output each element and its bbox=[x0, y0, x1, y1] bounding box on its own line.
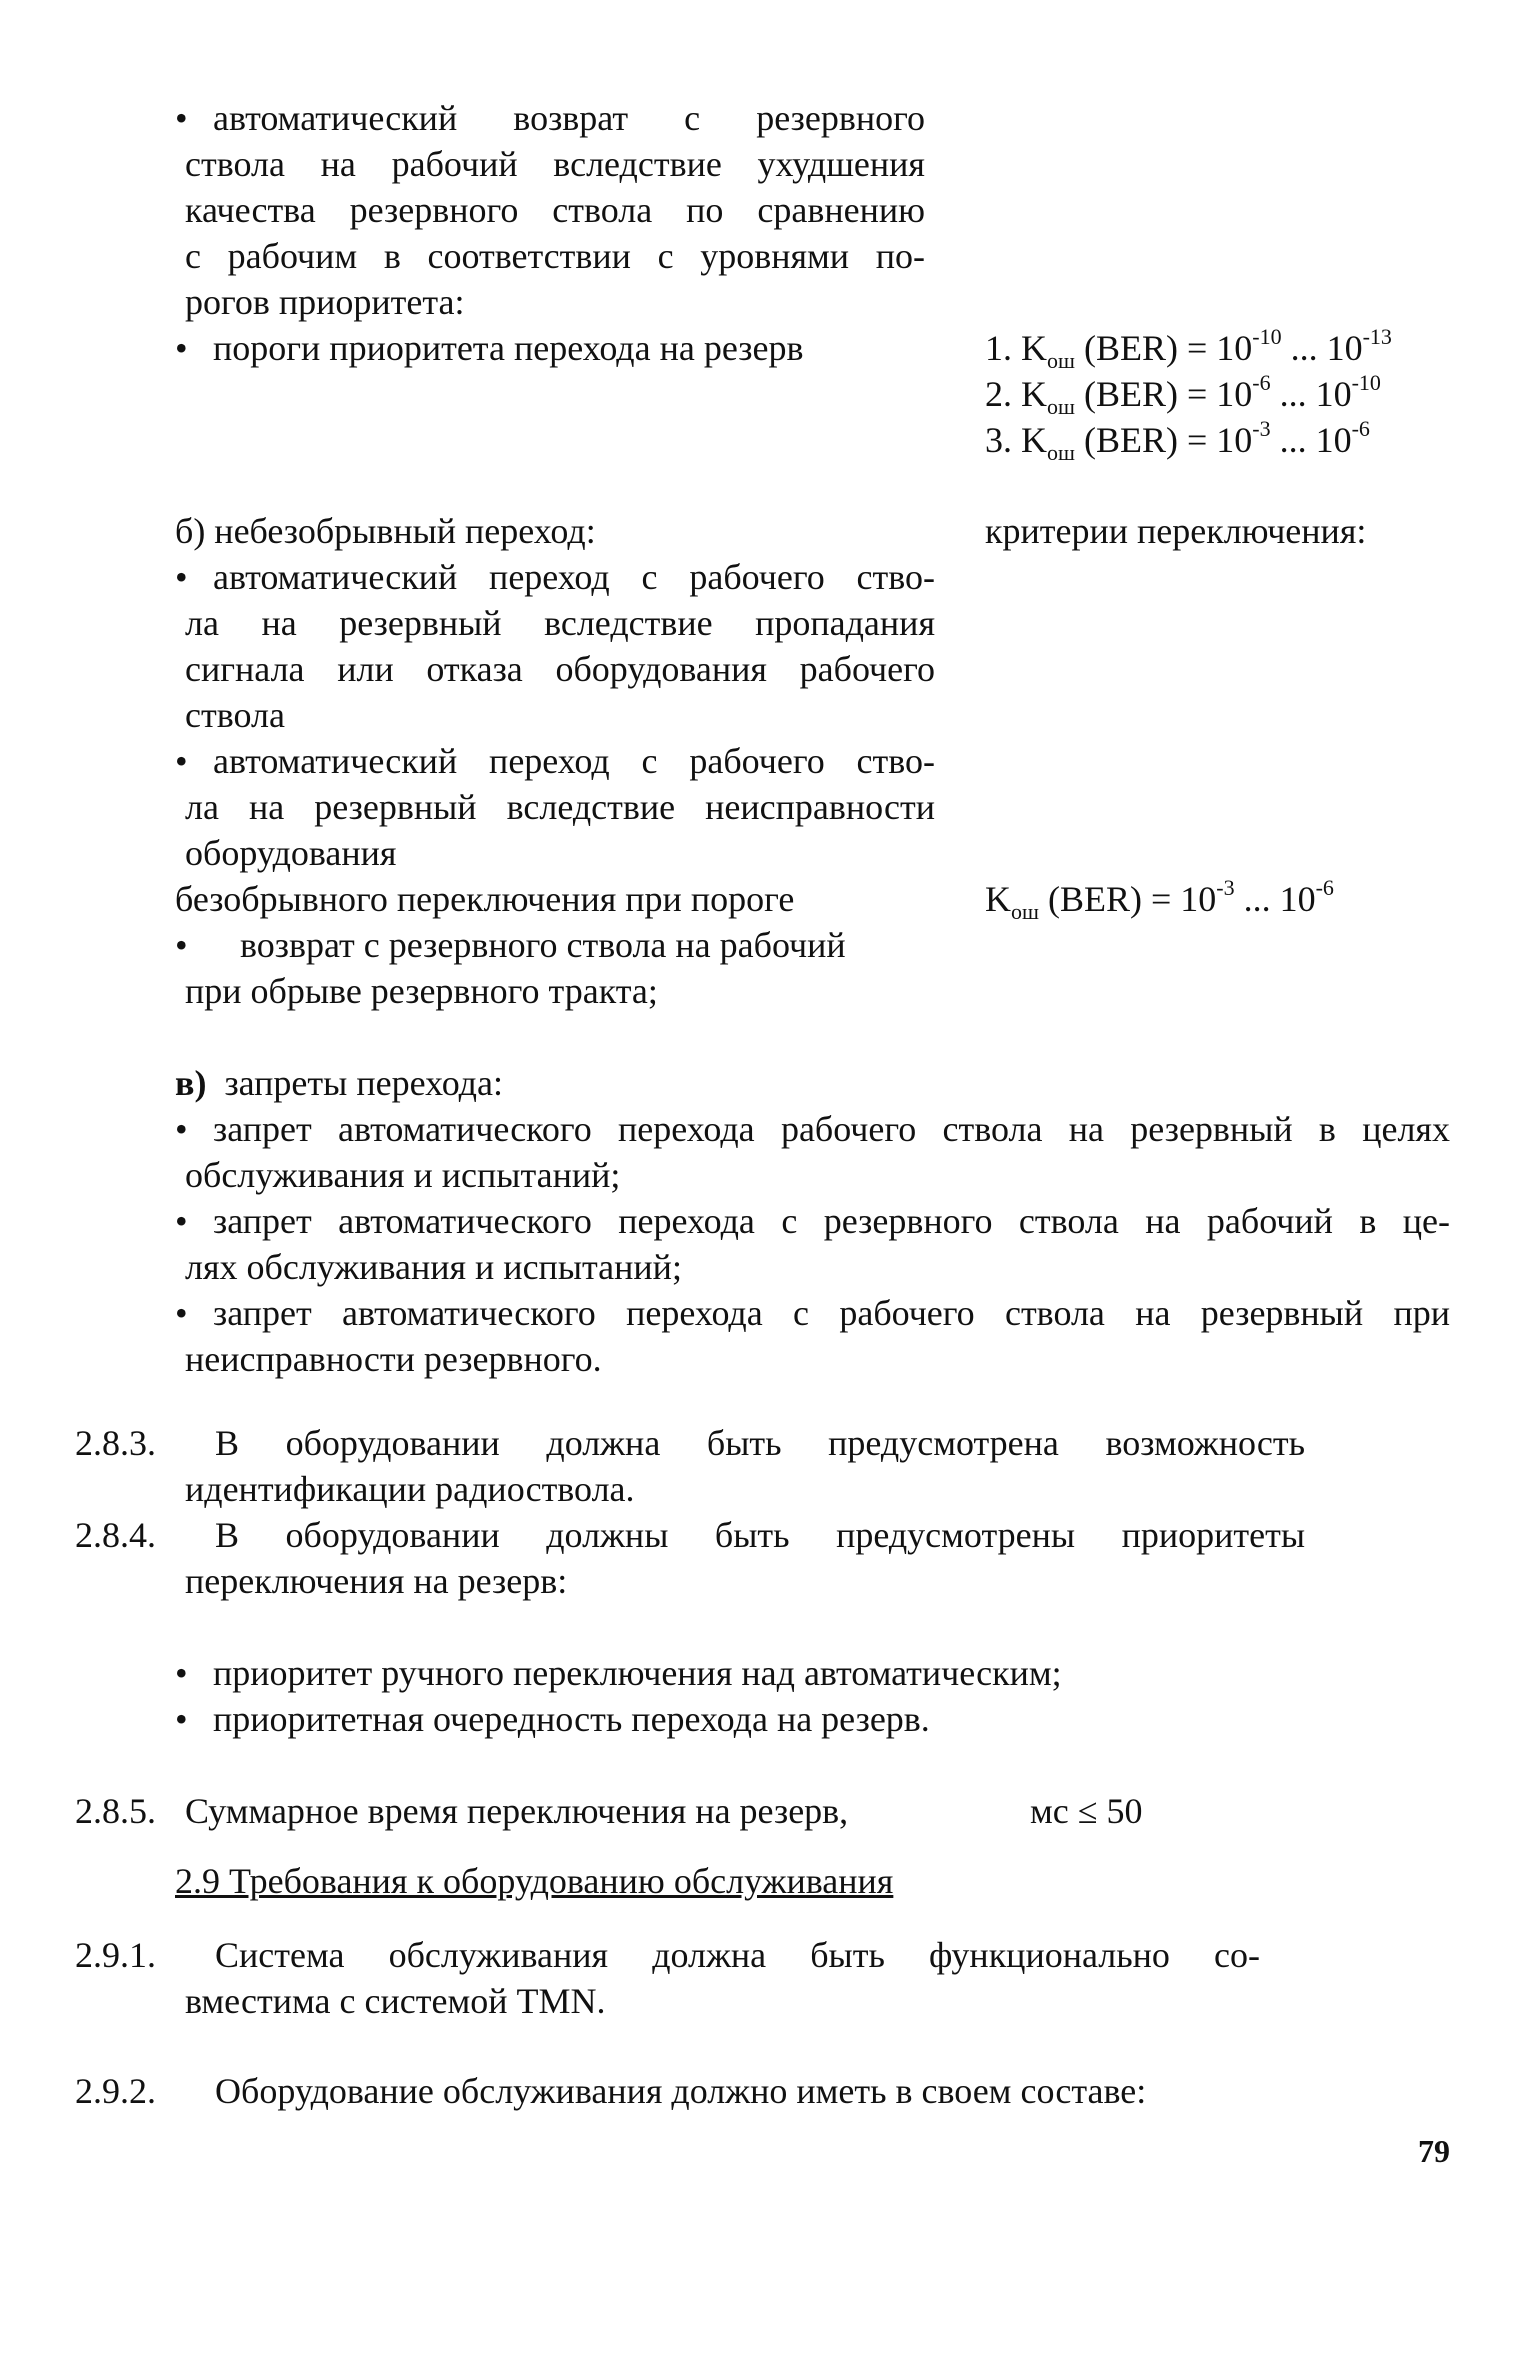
section-heading: б) небезобрывный переход: bbox=[175, 511, 596, 551]
text-line: ствола на рабочий вследствие ухудшения bbox=[185, 144, 925, 184]
bullet-line: • запрет автоматического перехода с резервного ствола на рабочий в це- bbox=[175, 1198, 1450, 1244]
item-text: вместима с системой TMN. bbox=[185, 1981, 606, 2021]
text-line: неисправности резервного. bbox=[185, 1339, 602, 1379]
text-line: при обрыве резервного тракта; bbox=[185, 971, 658, 1011]
bullet-line: • автоматический возврат с резервного bbox=[175, 95, 925, 141]
bullet-line: • приоритетная очередность перехода на резерв. bbox=[175, 1696, 930, 1742]
item-text: В оборудовании должны быть предусмотрены приоритеты bbox=[215, 1515, 1305, 1555]
item-text: идентификации радиоствола. bbox=[185, 1469, 635, 1509]
item-text: Оборудование обслуживания должно иметь в своем составе: bbox=[215, 2071, 1147, 2111]
item-number: 2.8.3. bbox=[75, 1423, 156, 1463]
page-number: 79 bbox=[1418, 2133, 1450, 2169]
threshold-formula: 2. $K_{ош}$ $(BER) = 10^{-6}$ ... $10^{-10}$ bbox=[985, 370, 1381, 419]
item-number: 2.8.4. bbox=[75, 1515, 156, 1555]
text-line: рогов приоритета: bbox=[185, 282, 465, 322]
threshold-formula: 1. $K_{ош}$ $(BER) = 10^{-10}$ ... $10^{-13}$ bbox=[985, 324, 1392, 373]
item-number: 2.8.5. bbox=[75, 1791, 156, 1831]
threshold-formula: 3. $K_{ош}$ $(BER) = 10^{-3}$ ... $10^{-6}$ bbox=[985, 416, 1370, 465]
bullet-line: • автоматический переход с рабочего ство- bbox=[175, 554, 935, 600]
bullet-line: • пороги приоритета перехода на резерв bbox=[175, 325, 803, 371]
item-number: 2.9.1. bbox=[75, 1935, 156, 1975]
item-text: переключения на резерв: bbox=[185, 1561, 568, 1601]
criteria-label: критерии переключения: bbox=[985, 511, 1367, 551]
section-heading: в) запреты перехода: bbox=[175, 1063, 503, 1103]
text-line: оборудования bbox=[185, 833, 397, 873]
text-line: сигнала или отказа оборудования рабочего bbox=[185, 649, 935, 689]
bullet-line: • возврат с резервного ствола на рабочий bbox=[175, 925, 846, 965]
text-line: обслуживания и испытаний; bbox=[185, 1155, 621, 1195]
bullet-line: • автоматический переход с рабочего ство- bbox=[175, 738, 935, 784]
bullet-line: • запрет автоматического перехода с рабочего ствола на резервный при bbox=[175, 1290, 1450, 1336]
item-number: 2.9.2. bbox=[75, 2071, 156, 2111]
section-heading: 2.9 Требования к оборудованию обслуживания bbox=[175, 1861, 894, 1901]
threshold-formula: $K_{ош}$ $(BER) = 10^{-3}$ ... $10^{-6}$ bbox=[985, 875, 1334, 924]
text-line: ла на резервный вследствие пропадания bbox=[185, 603, 935, 643]
item-text: В оборудовании должна быть предусмотрена возможность bbox=[215, 1423, 1305, 1463]
item-text: Суммарное время переключения на резерв, bbox=[185, 1791, 849, 1831]
text-line: ствола bbox=[185, 695, 285, 735]
text-line: лях обслуживания и испытаний; bbox=[185, 1247, 682, 1287]
text-line: с рабочим в соответствии с уровнями по- bbox=[185, 236, 925, 276]
item-value: мс ≤ 50 bbox=[1030, 1791, 1143, 1831]
text-line: ла на резервный вследствие неисправности bbox=[185, 787, 935, 827]
item-text: Система обслуживания должна быть функционально со- bbox=[215, 1935, 1260, 1975]
bullet-line: • запрет автоматического перехода рабочего ствола на резервный в целях bbox=[175, 1106, 1450, 1152]
text-line: безобрывного переключения при пороге bbox=[175, 879, 795, 919]
bullet-line: • приоритет ручного переключения над автоматическим; bbox=[175, 1650, 1062, 1696]
text-line: качества резервного ствола по сравнению bbox=[185, 190, 925, 230]
